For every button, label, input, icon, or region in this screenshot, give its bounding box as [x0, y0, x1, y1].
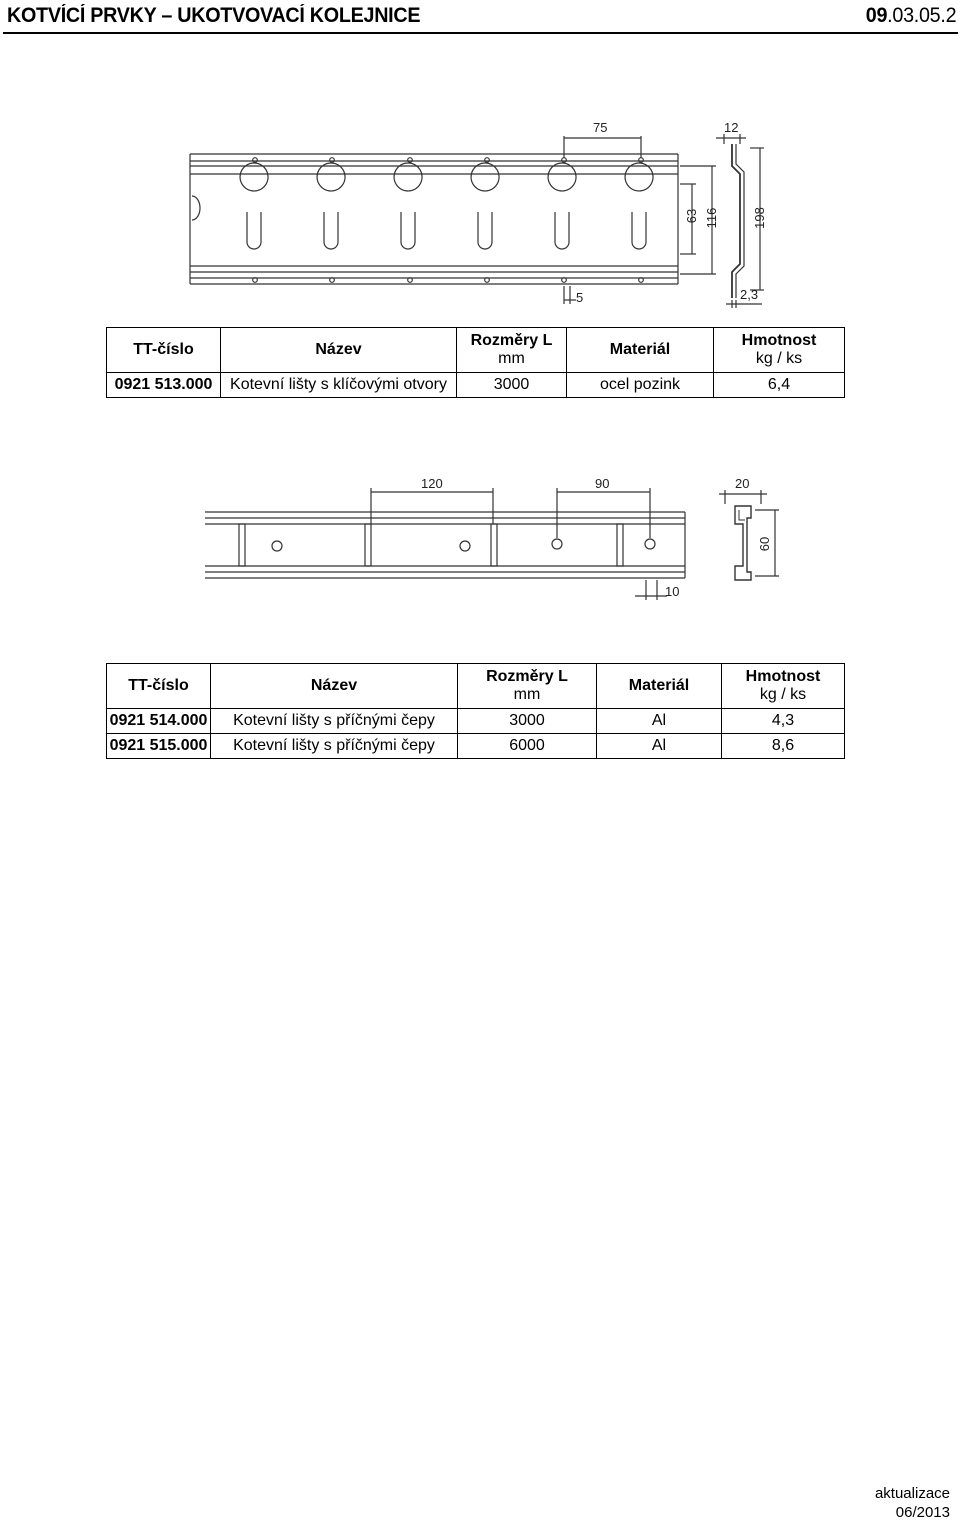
cell-code: 0921 513.000 [107, 373, 221, 398]
col-header-material: Materiál [567, 328, 714, 373]
cell-name: Kotevní lišty s příčnými čepy [211, 734, 458, 759]
col-header-dimension-label: Rozměry L [486, 668, 568, 685]
cell-length: 3000 [457, 373, 567, 398]
page-title: KOTVÍCÍ PRVKY – UKOTVOVACÍ KOLEJNICE [7, 4, 421, 27]
col-header-code: TT-číslo [107, 664, 211, 709]
cell-name: Kotevní lišty s klíčovými otvory [221, 373, 457, 398]
cell-length: 6000 [458, 734, 597, 759]
dim-63-label: 63 [684, 208, 699, 224]
cell-weight: 8,6 [722, 734, 845, 759]
dim-120-label: 120 [421, 476, 443, 491]
table-row [107, 734, 845, 759]
product-table-2 [106, 663, 845, 759]
cross-pin-rail-svg [195, 440, 795, 640]
product-table-1 [106, 327, 845, 398]
cell-code: 0921 515.000 [107, 734, 211, 759]
footer-label: aktualizace [874, 1485, 950, 1502]
dim-116-label: 116 [704, 207, 719, 229]
document-number [866, 4, 956, 28]
dim-10-label: 10 [665, 584, 680, 599]
keyhole-rail-drawing [150, 108, 790, 318]
cell-length: 3000 [458, 709, 597, 734]
table-header-row [107, 664, 845, 709]
footer-date: 06/2013 [895, 1504, 950, 1521]
col-header-dimension [458, 664, 597, 709]
dim-top-label: 12 [724, 120, 739, 135]
table-row [107, 373, 845, 398]
dim-thickness-label: 2,3 [740, 287, 759, 302]
page-footer [875, 1484, 950, 1522]
dim-spacing-label: 75 [593, 120, 608, 135]
cell-material: Al [597, 709, 722, 734]
document-number-rest: .03.05.2 [886, 4, 956, 27]
col-header-weight-unit: kg / ks [759, 686, 807, 703]
keyhole-rail-svg [150, 108, 790, 318]
cell-weight: 6,4 [714, 373, 845, 398]
dim-90-label: 90 [595, 476, 610, 491]
dim-60-label: 60 [757, 536, 772, 552]
col-header-weight [714, 328, 845, 373]
col-header-dimension [457, 328, 567, 373]
dim-198-label: 198 [752, 207, 767, 229]
col-header-weight-label: Hmotnost [745, 668, 821, 685]
dim-bottom-label: 5 [576, 290, 584, 305]
col-header-weight [722, 664, 845, 709]
cell-material: Al [597, 734, 722, 759]
cell-material: ocel pozink [567, 373, 714, 398]
page-header [3, 0, 958, 34]
col-header-dimension-unit: mm [498, 350, 525, 367]
table-row [107, 709, 845, 734]
table-header-row [107, 328, 845, 373]
col-header-name: Název [221, 328, 457, 373]
col-header-dimension-label: Rozměry L [470, 332, 553, 349]
cell-name: Kotevní lišty s příčnými čepy [211, 709, 458, 734]
col-header-weight-label: Hmotnost [741, 332, 817, 349]
dim-20-label: 20 [735, 476, 750, 491]
col-header-material: Materiál [597, 664, 722, 709]
cell-weight: 4,3 [722, 709, 845, 734]
cross-pin-rail-drawing [195, 440, 795, 640]
cell-code: 0921 514.000 [107, 709, 211, 734]
col-header-dimension-unit: mm [513, 686, 541, 703]
col-header-weight-unit: kg / ks [755, 350, 803, 367]
col-header-code: TT-číslo [107, 328, 221, 373]
col-header-name: Název [211, 664, 458, 709]
document-number-bold: 09 [865, 4, 887, 27]
